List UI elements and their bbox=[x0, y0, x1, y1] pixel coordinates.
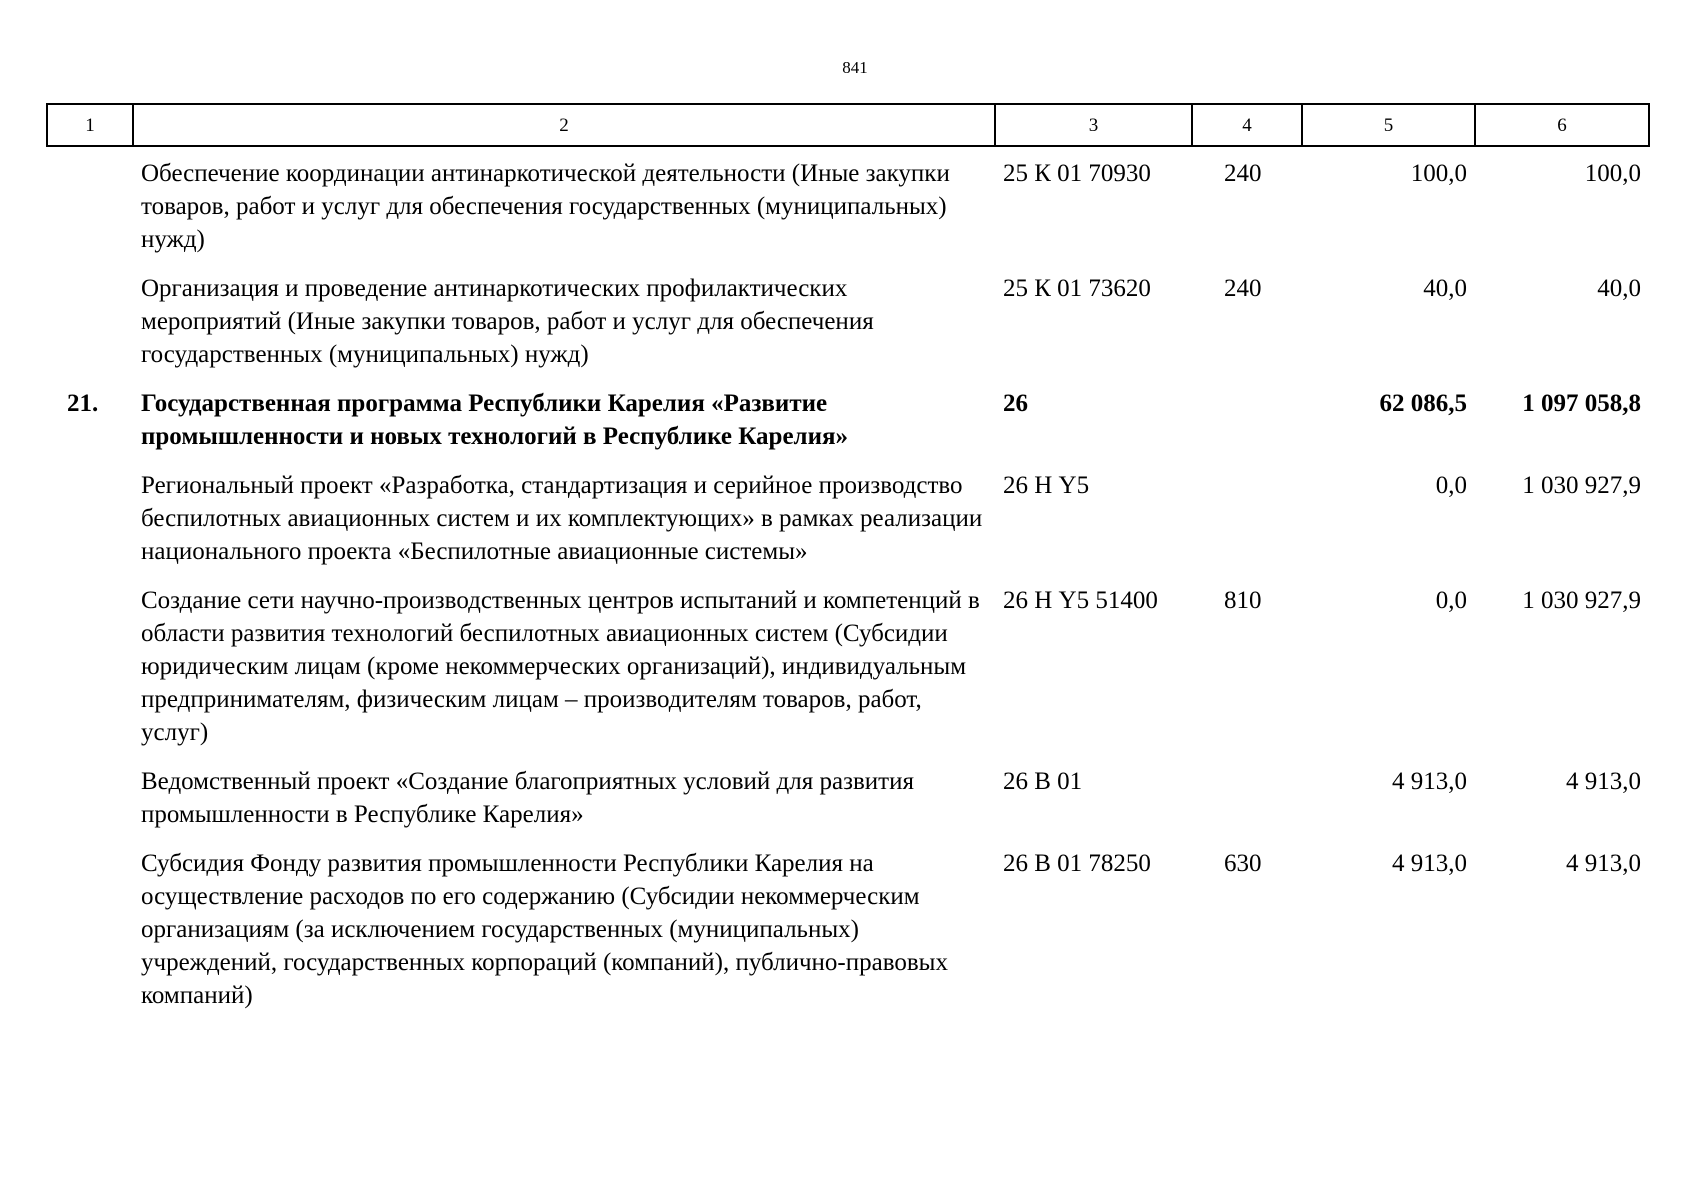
column-header-3: 3 bbox=[995, 104, 1192, 146]
amount-column-6: 1 030 927,9 bbox=[1522, 472, 1641, 499]
table-row bbox=[47, 146, 1649, 272]
expense-name: Региональный проект «Разработка, стандартизация и серийное производство беспилотных авиационных систем и их комплектующих» в рамках реализации национального проекта «Беспилотные авиационные системы» bbox=[141, 472, 983, 565]
target-article-code: 26 bbox=[1003, 390, 1028, 417]
amount-column-5: 40,0 bbox=[1423, 275, 1467, 302]
expense-name: Ведомственный проект «Создание благоприятных условий для развития промышленности в Республике Карелия» bbox=[141, 768, 914, 828]
amount-column-5: 100,0 bbox=[1410, 160, 1467, 187]
amount-column-6: 4 913,0 bbox=[1566, 768, 1641, 795]
amount-column-5: 62 086,5 bbox=[1379, 390, 1467, 417]
amount-column-6: 1 097 058,8 bbox=[1522, 390, 1641, 417]
expense-type-code bbox=[1192, 765, 1302, 847]
column-number-header-row bbox=[47, 104, 1649, 146]
row-number bbox=[47, 847, 133, 1028]
expense-name: Организация и проведение антинаркотических профилактических мероприятий (Иные закупки товаров, работ и услуг для обеспечения государственных (муниципальных) нужд) bbox=[141, 275, 874, 368]
table-row bbox=[47, 584, 1649, 765]
budget-table bbox=[46, 103, 1650, 1028]
budget-table-container bbox=[46, 103, 1648, 1028]
amount-column-6: 1 030 927,9 bbox=[1522, 587, 1641, 614]
amount-column-6: 40,0 bbox=[1597, 275, 1641, 302]
expense-type-code bbox=[1192, 469, 1302, 584]
target-article-code: 26 Н Y5 bbox=[1003, 472, 1090, 499]
program-row bbox=[47, 387, 1649, 469]
target-article-code: 25 К 01 73620 bbox=[1003, 275, 1151, 302]
row-number bbox=[47, 469, 133, 584]
amount-column-5: 4 913,0 bbox=[1392, 850, 1467, 877]
target-article-code: 25 К 01 70930 bbox=[1003, 160, 1151, 187]
column-header-2: 2 bbox=[133, 104, 995, 146]
row-number bbox=[47, 584, 133, 765]
column-header-4: 4 bbox=[1192, 104, 1302, 146]
column-header-1: 1 bbox=[47, 104, 133, 146]
table-row bbox=[47, 469, 1649, 584]
row-number: 21. bbox=[67, 390, 99, 417]
row-number bbox=[47, 146, 133, 272]
table-row bbox=[47, 847, 1649, 1028]
table-row bbox=[47, 765, 1649, 847]
table-row bbox=[47, 272, 1649, 387]
column-header-5: 5 bbox=[1302, 104, 1475, 146]
amount-column-5: 0,0 bbox=[1435, 472, 1467, 499]
row-number bbox=[47, 765, 133, 847]
expense-type-code: 240 bbox=[1224, 275, 1262, 302]
amount-column-6: 4 913,0 bbox=[1566, 850, 1641, 877]
row-number bbox=[47, 272, 133, 387]
target-article-code: 26 В 01 bbox=[1003, 768, 1083, 795]
target-article-code: 26 В 01 78250 bbox=[1003, 850, 1151, 877]
expense-name: Обеспечение координации антинаркотической деятельности (Иные закупки товаров, работ и услуг для обеспечения государственных (муниципальных) нужд) bbox=[141, 160, 950, 253]
expense-type-code: 630 bbox=[1224, 850, 1262, 877]
expense-name: Субсидия Фонду развития промышленности Республики Карелия на осуществление расходов по его содержанию (Субсидии некоммерческим организациям (за исключением государственных (муниципальных) учреждений, государственных корпораций (компаний), публично-правовых компаний) bbox=[141, 850, 948, 1009]
expense-name: Государственная программа Республики Карелия «Развитие промышленности и новых технологий в Республике Карелия» bbox=[141, 390, 848, 450]
expense-type-code: 810 bbox=[1224, 587, 1262, 614]
page-number: 841 bbox=[842, 58, 868, 77]
amount-column-5: 0,0 bbox=[1435, 587, 1467, 614]
expense-name: Создание сети научно-производственных центров испытаний и компетенций в области развития технологий беспилотных авиационных систем (Субсидии юридическим лицам (кроме некоммерческих организаций), индивидуальным предпринимателям, физическим лицам – производителям товаров, работ, услуг) bbox=[141, 587, 980, 746]
amount-column-6: 100,0 bbox=[1584, 160, 1641, 187]
amount-column-5: 4 913,0 bbox=[1392, 768, 1467, 795]
expense-type-code bbox=[1192, 387, 1302, 469]
expense-type-code: 240 bbox=[1224, 160, 1262, 187]
target-article-code: 26 Н Y5 51400 bbox=[1003, 587, 1158, 614]
column-header-6: 6 bbox=[1475, 104, 1649, 146]
